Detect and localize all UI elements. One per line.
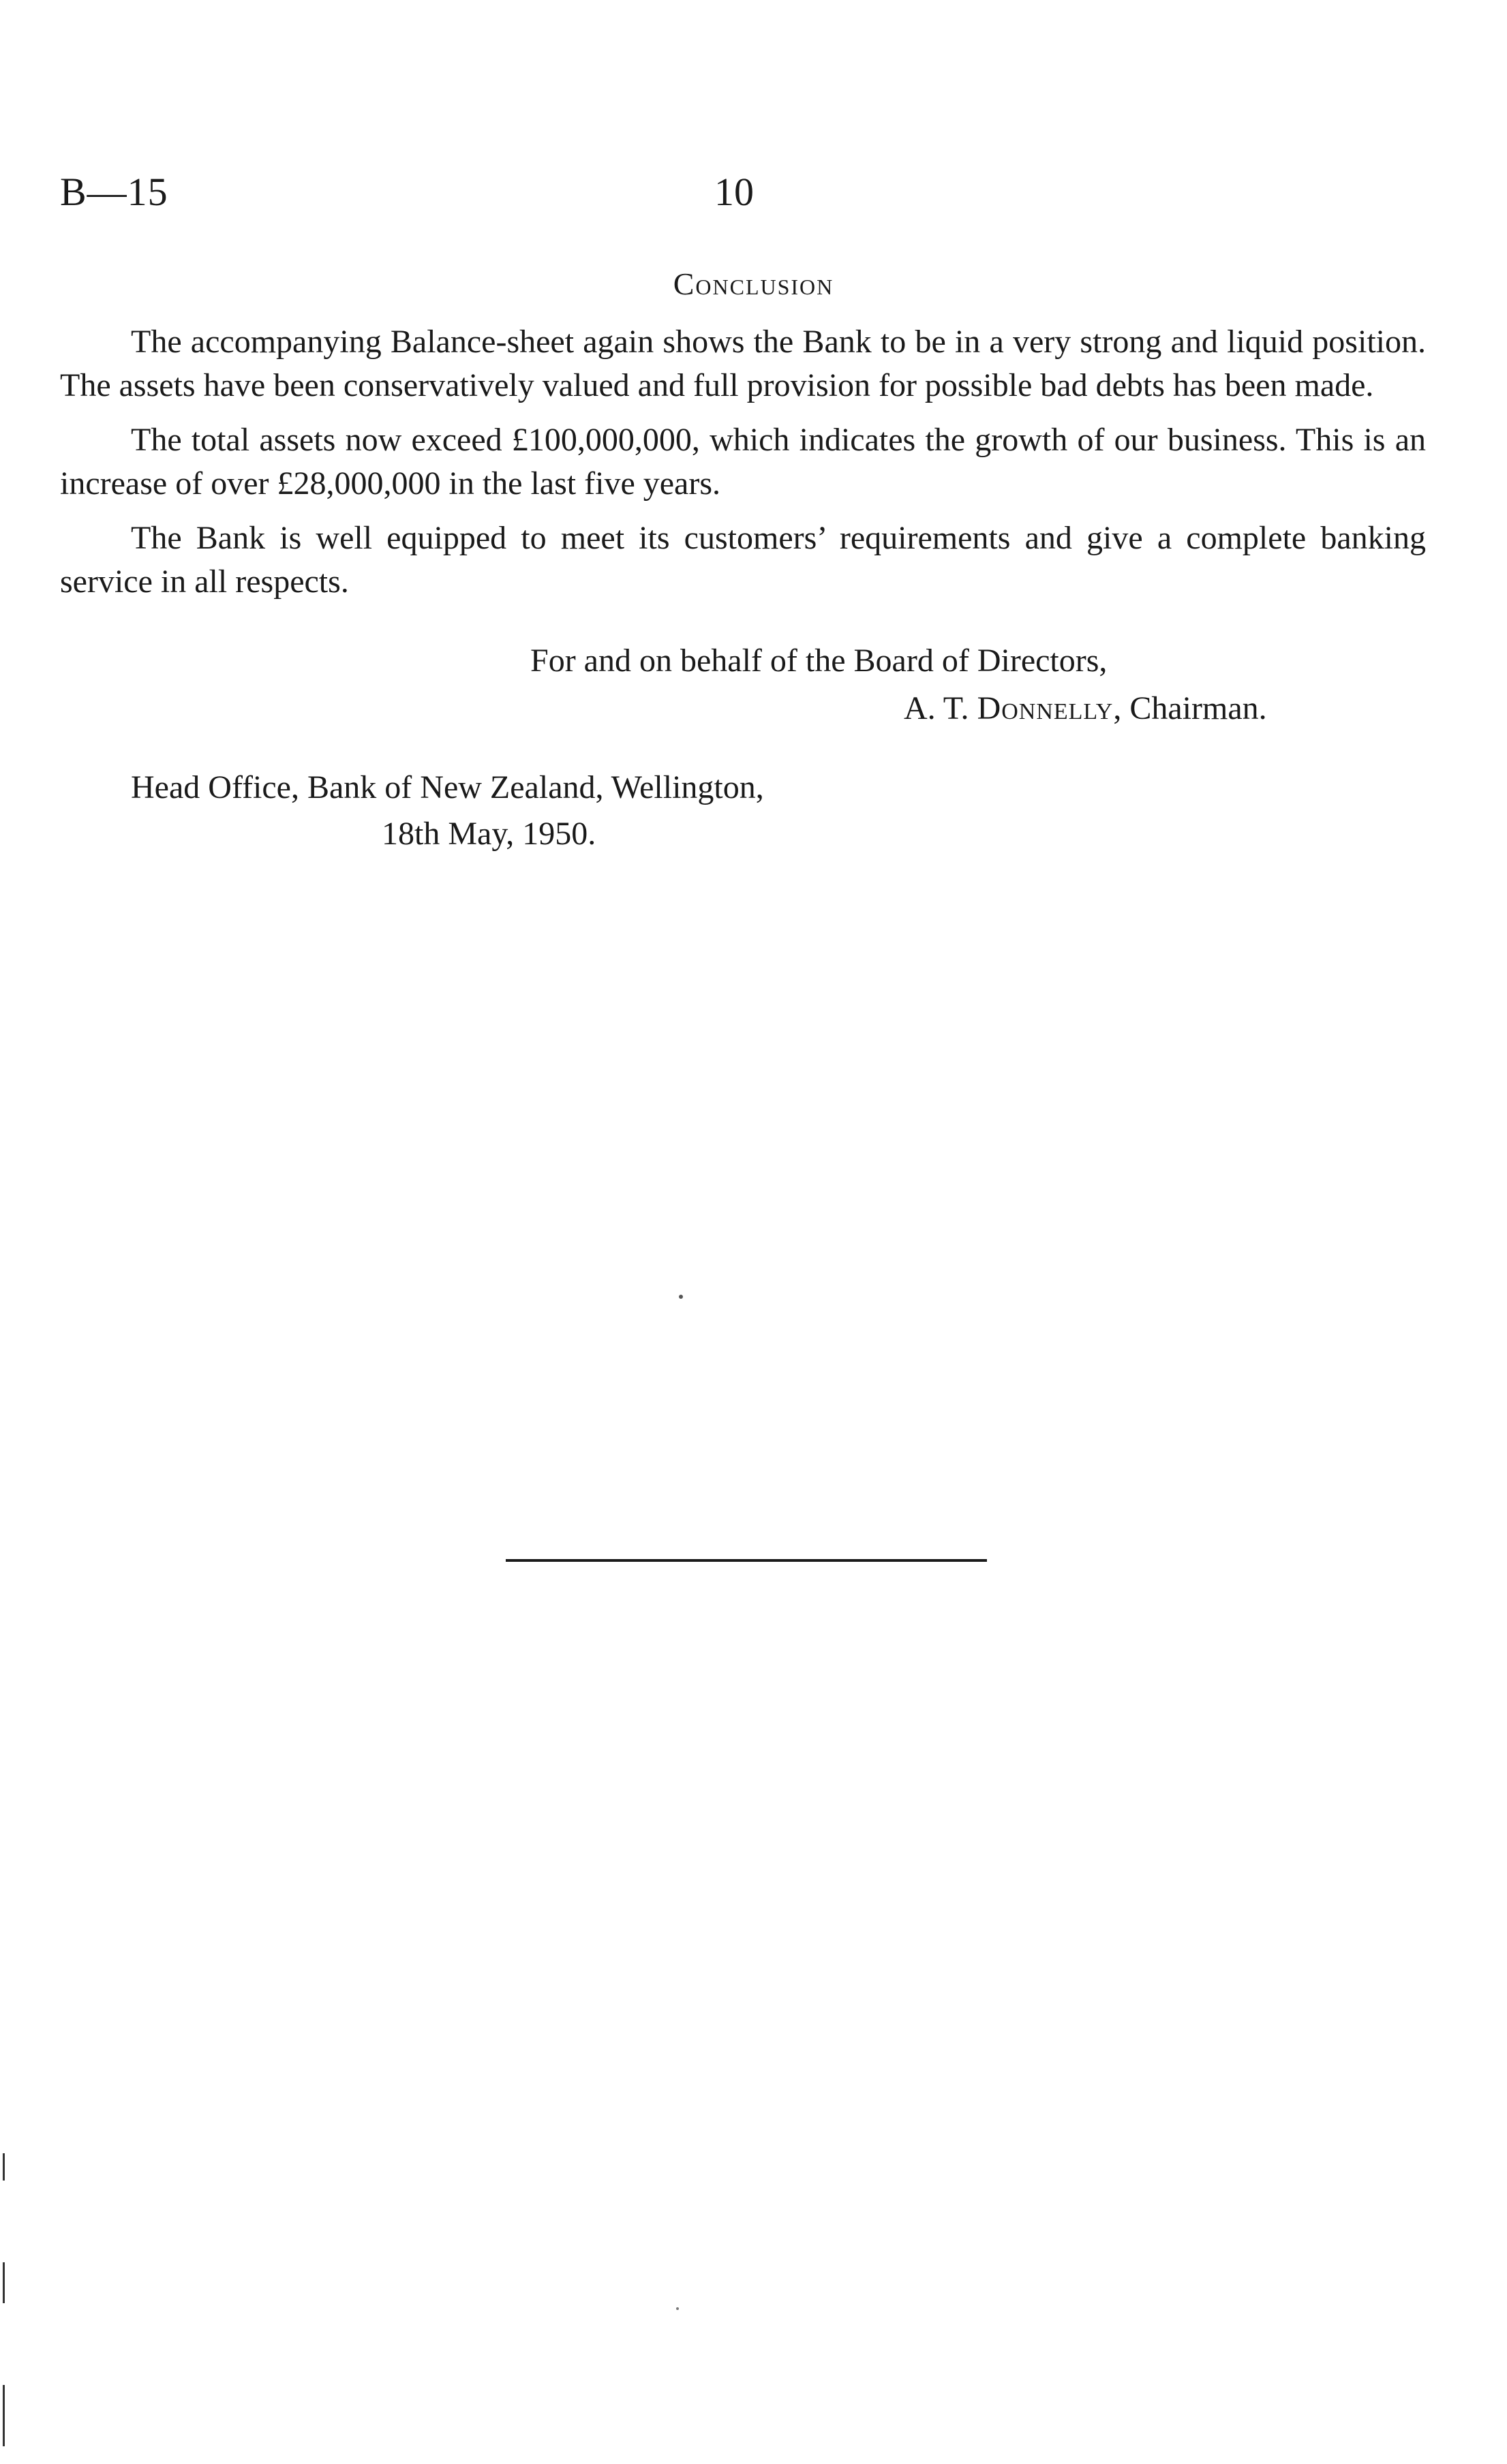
signatory-initials: A. T.: [904, 690, 969, 726]
signatory-title: , Chairman.: [1113, 690, 1267, 726]
stray-mark: [676, 2307, 679, 2310]
body-text: [60, 320, 1426, 615]
signatory: [904, 690, 1267, 727]
stray-mark: [679, 1295, 683, 1299]
end-rule: [506, 1559, 987, 1562]
edge-mark: [3, 2153, 5, 2181]
document-code: B—15: [60, 170, 168, 214]
edge-mark: [3, 2262, 5, 2303]
edge-mark: [3, 2385, 5, 2446]
section-heading: Conclusion: [673, 266, 834, 301]
signatory-surname: Donnelly: [977, 690, 1114, 726]
place-line: Head Office, Bank of New Zealand, Wellington,: [131, 769, 764, 805]
paragraph: The total assets now exceed £100,000,000, which indicates the growth of our business. This is an increase of over £28,000,000 in the last five years.: [60, 422, 1426, 502]
paragraph: The Bank is well equipped to meet its customers’ requirements and give a complete banking service in all respects.: [60, 520, 1426, 600]
signoff-intro: For and on behalf of the Board of Directors,: [530, 643, 1108, 679]
paragraph: The accompanying Balance-sheet again shows the Bank to be in a very strong and liquid position. The assets have been conservatively valued and full provision for possible bad debts has been made.: [60, 324, 1426, 403]
page-number: 10: [714, 170, 754, 214]
date-line: 18th May, 1950.: [382, 816, 596, 852]
